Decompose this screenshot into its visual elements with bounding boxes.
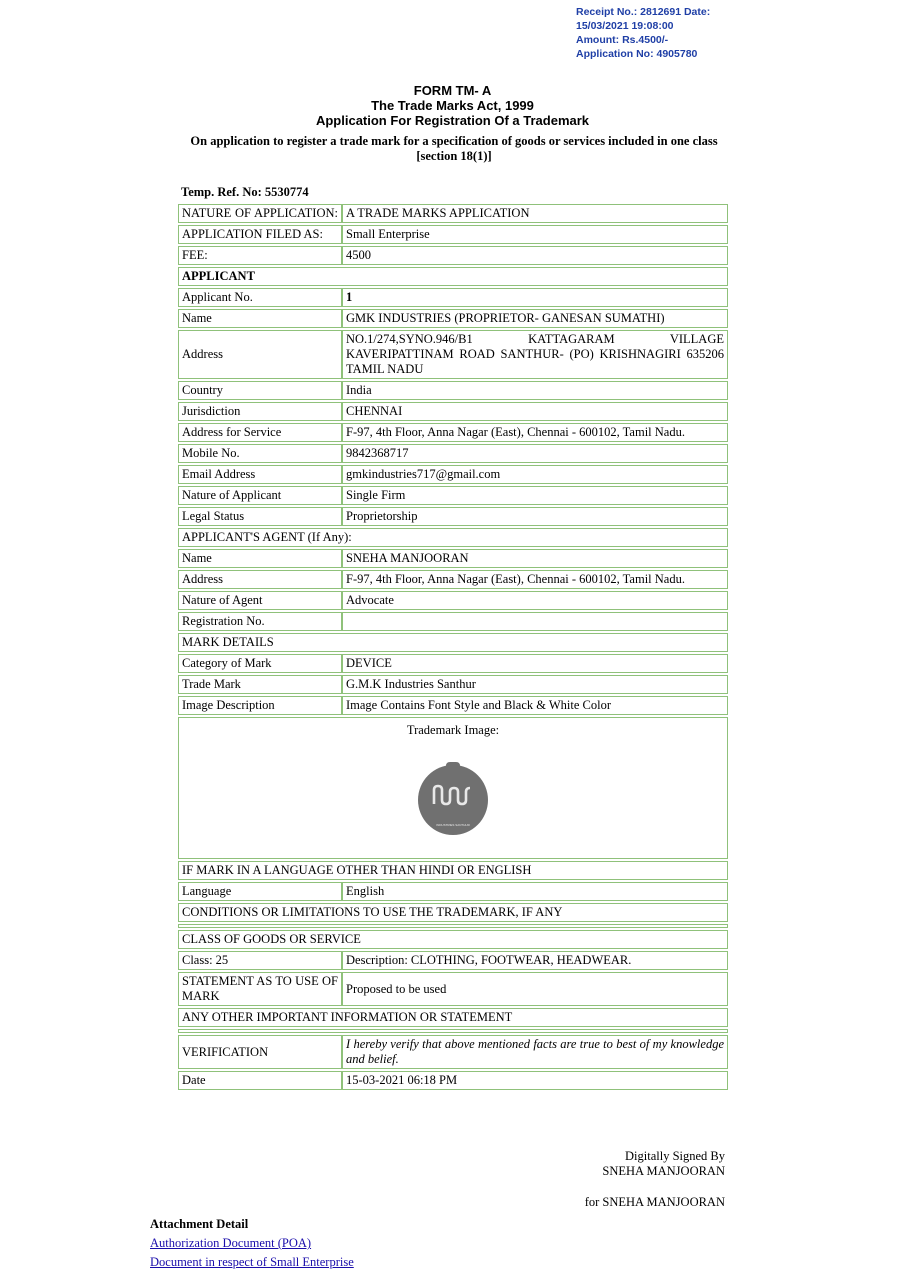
jurisdiction-value: CHENNAI xyxy=(342,402,728,421)
trademark-image-label: Trademark Image: xyxy=(406,723,500,737)
agent-address-value: F-97, 4th Floor, Anna Nagar (East), Chennai - 600102, Tamil Nadu. xyxy=(342,570,728,589)
trademark-image-cell xyxy=(178,717,728,859)
conditions-section-heading: CONDITIONS OR LIMITATIONS TO USE THE TRADEMARK, IF ANY xyxy=(178,903,728,922)
legal-status-value: Proprietorship xyxy=(342,507,728,526)
act-name: The Trade Marks Act, 1999 xyxy=(371,98,534,113)
table-row xyxy=(178,882,728,901)
registration-no-label: Registration No. xyxy=(178,612,342,631)
language-label: Language xyxy=(178,882,342,901)
nature-of-applicant-value: Single Firm xyxy=(342,486,728,505)
table-row xyxy=(178,549,728,568)
receipt-date: 15/03/2021 19:08:00 xyxy=(576,20,674,32)
language-section-heading: IF MARK IN A LANGUAGE OTHER THAN HINDI OR ENGLISH xyxy=(178,861,728,880)
filed-as-value: Small Enterprise xyxy=(342,225,728,244)
trade-mark-label: Trade Mark xyxy=(178,675,342,694)
language-value: English xyxy=(342,882,728,901)
verification-label: VERIFICATION xyxy=(178,1035,342,1069)
application-table xyxy=(178,202,728,1092)
agent-nature-label: Nature of Agent xyxy=(178,591,342,610)
table-row xyxy=(178,246,728,265)
receipt-number: Receipt No.: 2812691 Date: xyxy=(576,6,711,18)
poa-document-link[interactable]: Authorization Document (POA) xyxy=(150,1236,312,1250)
registration-no-value xyxy=(342,612,728,631)
signer-name: SNEHA MANJOORAN xyxy=(602,1164,725,1178)
table-row xyxy=(178,924,728,928)
small-enterprise-document-link[interactable]: Document in respect of Small Enterprise xyxy=(150,1255,354,1269)
receipt-info xyxy=(576,5,710,61)
class-description: Description: CLOTHING, FOOTWEAR, HEADWEAR. xyxy=(342,951,728,970)
table-row xyxy=(178,570,728,589)
table-row xyxy=(178,1035,728,1069)
table-row xyxy=(178,675,728,694)
temp-ref-number: Temp. Ref. No: 5530774 xyxy=(181,185,309,199)
trademark-logo-image xyxy=(417,760,489,836)
digital-signature xyxy=(602,1149,725,1179)
attachment-details xyxy=(150,1215,354,1272)
nature-of-applicant-label: Nature of Applicant xyxy=(178,486,342,505)
table-row xyxy=(178,696,728,715)
legal-status-label: Legal Status xyxy=(178,507,342,526)
trade-mark-value: G.M.K Industries Santhur xyxy=(342,675,728,694)
table-row xyxy=(178,903,728,922)
jurisdiction-label: Jurisdiction xyxy=(178,402,342,421)
table-row xyxy=(178,330,728,379)
date-value: 15-03-2021 06:18 PM xyxy=(342,1071,728,1090)
table-row xyxy=(178,444,728,463)
table-row xyxy=(178,1008,728,1027)
logo-text: INDUSTRIES SANTHUR xyxy=(436,823,470,827)
form-title: Application For Registration Of a Trademark xyxy=(315,113,590,128)
table-row xyxy=(178,465,728,484)
fee-value: 4500 xyxy=(342,246,728,265)
mobile-label: Mobile No. xyxy=(178,444,342,463)
image-description-value: Image Contains Font Style and Black & White Color xyxy=(342,696,728,715)
agent-address-label: Address xyxy=(178,570,342,589)
agent-name-value: SNEHA MANJOORAN xyxy=(342,549,728,568)
table-row xyxy=(178,633,728,652)
statement-of-use-label: STATEMENT AS TO USE OF MARK xyxy=(178,972,342,1006)
verification-text: I hereby verify that above mentioned facts are true to best of my knowledge and belief. xyxy=(342,1035,728,1069)
name-label: Name xyxy=(178,309,342,328)
table-row xyxy=(178,654,728,673)
attachment-title: Attachment Detail xyxy=(150,1217,249,1231)
agent-nature-value: Advocate xyxy=(342,591,728,610)
address-label: Address xyxy=(178,330,342,379)
signed-for: for SNEHA MANJOORAN xyxy=(584,1195,725,1209)
table-row xyxy=(178,951,728,970)
mobile-value: 9842368717 xyxy=(342,444,728,463)
table-row xyxy=(178,861,728,880)
table-row xyxy=(178,930,728,949)
image-description-label: Image Description xyxy=(178,696,342,715)
other-info-value xyxy=(178,1029,728,1033)
table-row xyxy=(178,591,728,610)
intro-text: On application to register a trade mark for a specification of goods or services included in one class [section 18(1)] xyxy=(190,134,718,163)
table-row xyxy=(178,1071,728,1090)
agent-section-heading: APPLICANT'S AGENT (If Any): xyxy=(178,528,728,547)
filed-as-label: APPLICATION FILED AS: xyxy=(178,225,342,244)
fee-label: FEE: xyxy=(178,246,342,265)
applicant-section-heading: APPLICANT xyxy=(178,267,728,286)
country-value: India xyxy=(342,381,728,400)
agent-name-label: Name xyxy=(178,549,342,568)
email-value: gmkindustries717@gmail.com xyxy=(342,465,728,484)
nature-of-application-value: A TRADE MARKS APPLICATION xyxy=(342,204,728,223)
table-row xyxy=(178,486,728,505)
table-row xyxy=(178,1029,728,1033)
country-label: Country xyxy=(178,381,342,400)
table-row xyxy=(178,204,728,223)
table-row xyxy=(178,381,728,400)
application-number: Application No: 4905780 xyxy=(576,48,698,60)
table-row xyxy=(178,288,728,307)
table-row xyxy=(178,612,728,631)
table-row xyxy=(178,267,728,286)
address-for-service-value: F-97, 4th Floor, Anna Nagar (East), Chennai - 600102, Tamil Nadu. xyxy=(342,423,728,442)
table-row xyxy=(178,507,728,526)
table-row xyxy=(178,225,728,244)
table-row xyxy=(178,309,728,328)
class-section-heading: CLASS OF GOODS OR SERVICE xyxy=(178,930,728,949)
conditions-value xyxy=(178,924,728,928)
class-label: Class: 25 xyxy=(178,951,342,970)
mark-details-heading: MARK DETAILS xyxy=(178,633,728,652)
applicant-no-value: 1 xyxy=(342,288,728,307)
receipt-amount: Amount: Rs.4500/- xyxy=(576,34,669,46)
table-row xyxy=(178,972,728,1006)
address-for-service-label: Address for Service xyxy=(178,423,342,442)
date-label: Date xyxy=(178,1071,342,1090)
nature-of-application-label: NATURE OF APPLICATION: xyxy=(178,204,342,223)
address-value: NO.1/274,SYNO.946/B1 KATTAGARAM VILLAGE KAVERIPATTINAM ROAD SANTHUR- (PO) KRISHNAGIRI 635206 TAMIL NADU xyxy=(342,330,728,379)
form-name: FORM TM- A xyxy=(413,83,492,98)
table-row xyxy=(178,717,728,859)
email-label: Email Address xyxy=(178,465,342,484)
table-row xyxy=(178,528,728,547)
category-of-mark-label: Category of Mark xyxy=(178,654,342,673)
other-info-section-heading: ANY OTHER IMPORTANT INFORMATION OR STATEMENT xyxy=(178,1008,728,1027)
category-of-mark-value: DEVICE xyxy=(342,654,728,673)
name-value: GMK INDUSTRIES (PROPRIETOR- GANESAN SUMATHI) xyxy=(342,309,728,328)
table-row xyxy=(178,423,728,442)
statement-of-use-value: Proposed to be used xyxy=(342,972,728,1006)
table-row xyxy=(178,402,728,421)
applicant-no-label: Applicant No. xyxy=(178,288,342,307)
signed-by-label: Digitally Signed By xyxy=(625,1149,725,1163)
